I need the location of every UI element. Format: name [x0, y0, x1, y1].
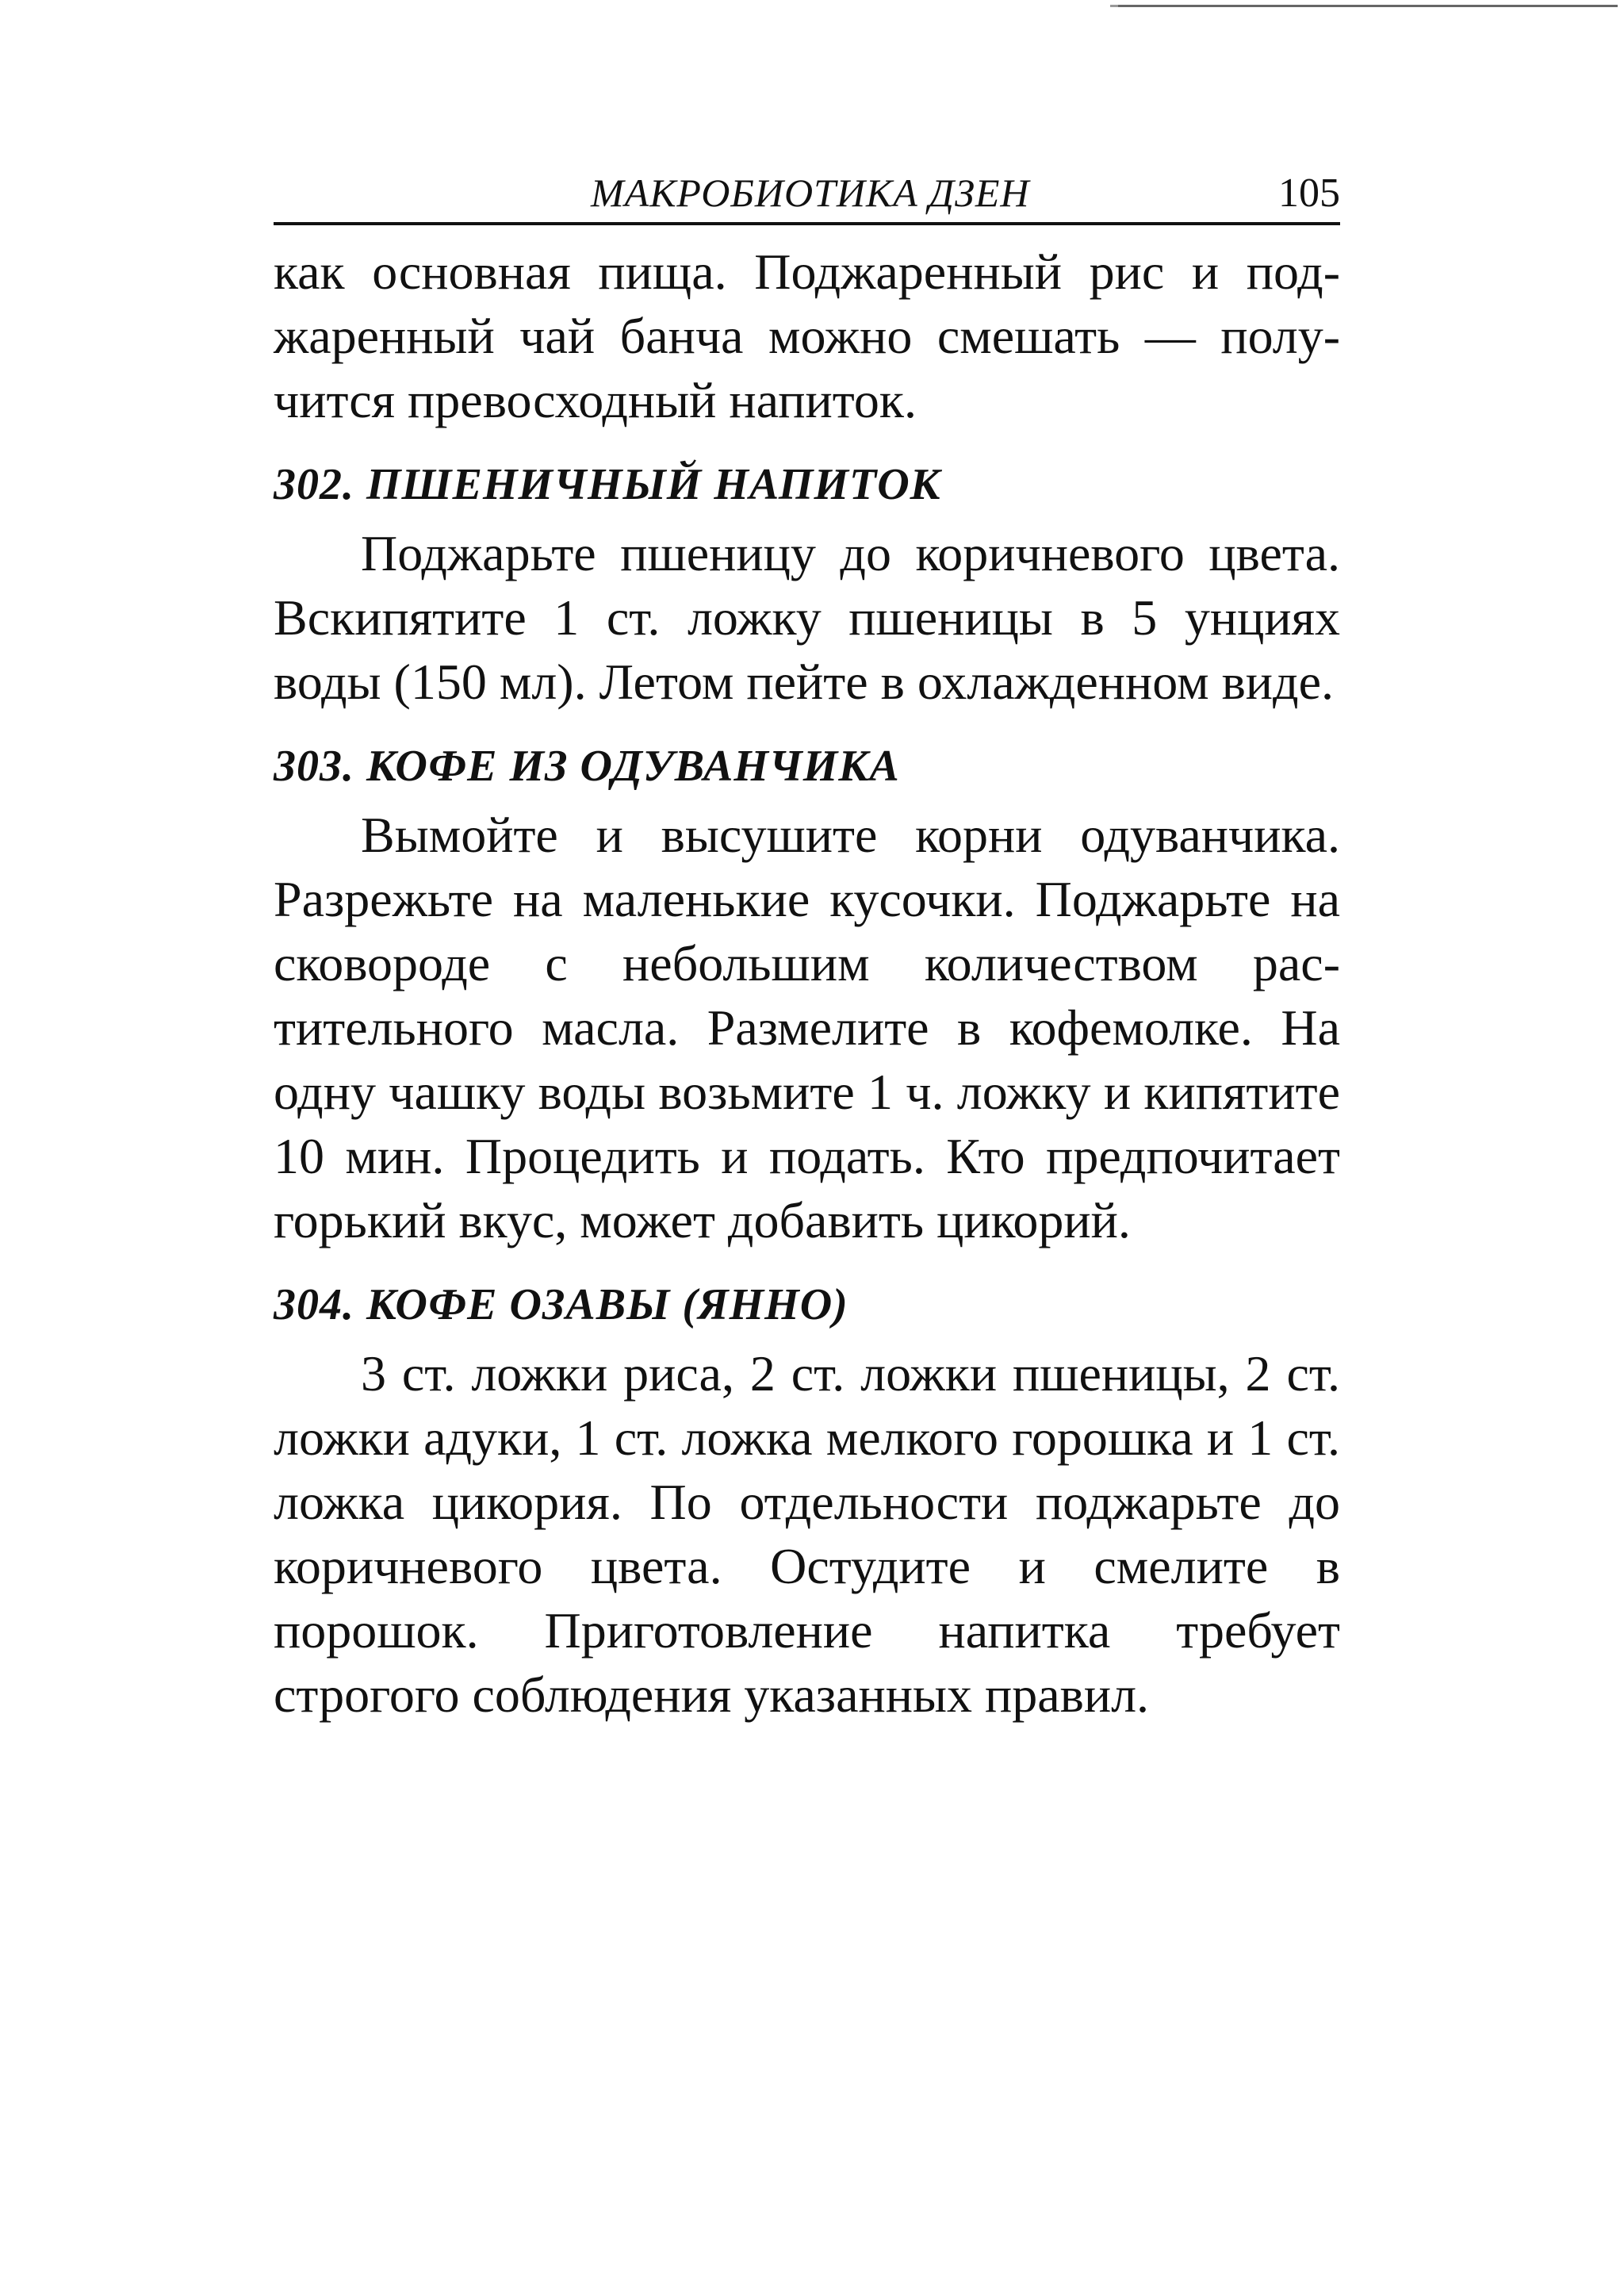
section-body-303: Вымойте и высушите корни одуванчика. Разрежьте на маленькие кусочки. Поджарьте на сковороде с небольшим количеством растительного масла. Размелите в кофемолке. На одну чашку воды возьмите 1 ч. ложку и кипятите 10 мин. Процедить и подать. Кто предпочитает горький вкус, может добавить цикорий.: [274, 807, 1340, 1248]
running-head: [274, 159, 1340, 225]
intro-paragraph: как основная пища. Поджаренный рис и поджаренный чай банча можно смешать — получится превосходный напиток.: [274, 244, 1340, 428]
section-heading-303: 303. КОФЕ ИЗ ОДУВАНЧИКА: [274, 742, 900, 791]
running-title: МАКРОБИОТИКА ДЗЕН: [591, 171, 1030, 215]
section-heading-304: 304. КОФЕ ОЗАВЫ (ЯННО): [274, 1280, 848, 1329]
section-body-304: 3 ст. ложки риса, 2 ст. ложки пшеницы, 2 ст. ложки адуки, 1 ст. ложка мелкого горошка и 1 ст. ложка цикория. По отдельности поджарьте до коричневого цвета. Остудите и смелите в порошок. Приготовление напитка требует строгого соблюдения указанных правил.: [274, 1345, 1340, 1723]
page-number: 105: [1278, 171, 1340, 216]
book-page: [274, 159, 1340, 1727]
section-body-302: Поджарьте пшеницу до коричневого цвета. Вскипятите 1 ст. ложку пшеницы в 5 унциях воды (150 мл). Летом пейте в охлажденном виде.: [274, 525, 1340, 710]
section-heading-302: 302. ПШЕНИЧНЫЙ НАПИТОК: [274, 460, 941, 509]
page-body: [274, 240, 1340, 1727]
scan-edge-line: [1118, 5, 1618, 7]
